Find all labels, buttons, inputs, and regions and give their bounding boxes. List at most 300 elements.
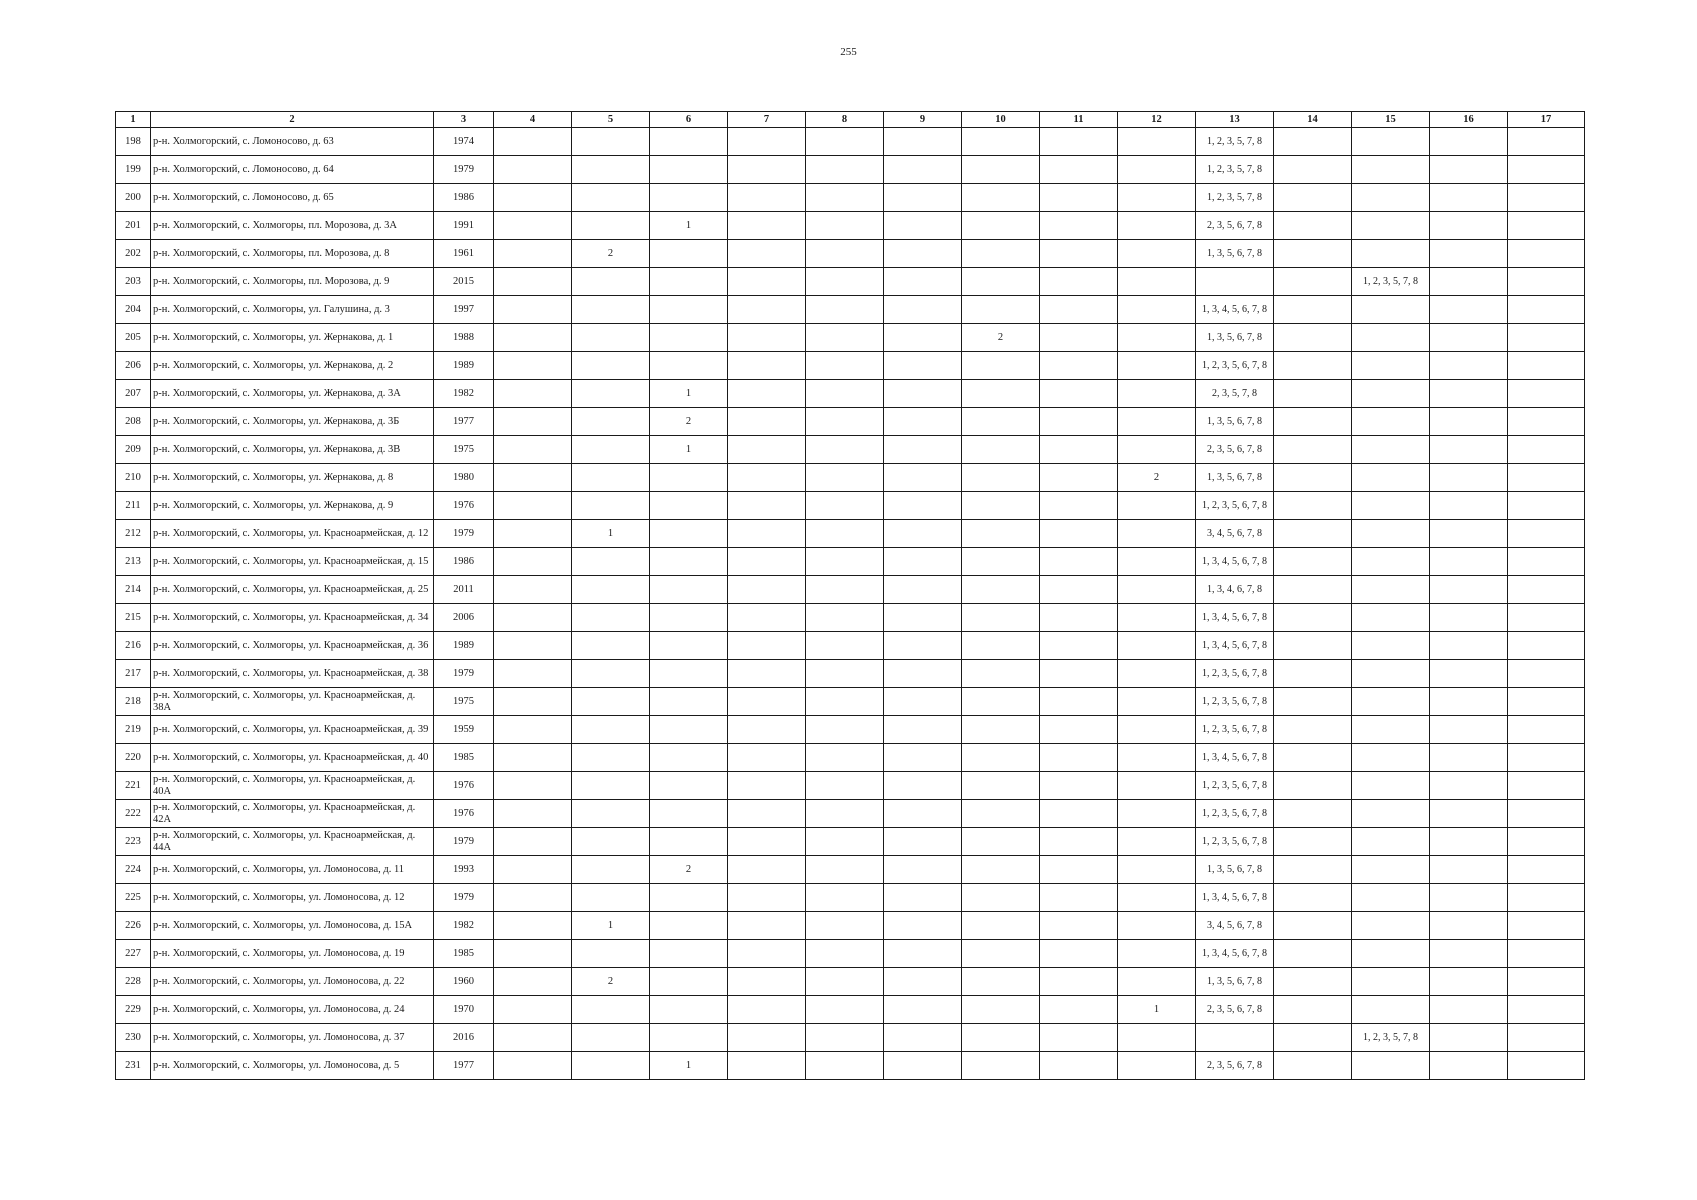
cell-col-11 — [1040, 744, 1118, 772]
year-cell: 1997 — [434, 296, 494, 324]
cell-col-4 — [494, 1024, 572, 1052]
cell-col-5: 1 — [572, 912, 650, 940]
column-header: 2 — [151, 112, 434, 128]
year-cell: 1986 — [434, 548, 494, 576]
cell-col-6 — [650, 968, 728, 996]
row-number: 199 — [116, 156, 151, 184]
cell-col-11 — [1040, 716, 1118, 744]
cell-col-10 — [962, 492, 1040, 520]
cell-col-16 — [1430, 548, 1508, 576]
cell-col-6: 1 — [650, 380, 728, 408]
cell-col-14 — [1274, 800, 1352, 828]
cell-col-7 — [728, 744, 806, 772]
row-number: 210 — [116, 464, 151, 492]
cell-col-7 — [728, 492, 806, 520]
cell-col-16 — [1430, 660, 1508, 688]
cell-col-9 — [884, 716, 962, 744]
cell-col-15 — [1352, 212, 1430, 240]
cell-col-17 — [1508, 1024, 1585, 1052]
cell-col-11 — [1040, 324, 1118, 352]
cell-col-10 — [962, 856, 1040, 884]
cell-col-8 — [806, 1024, 884, 1052]
cell-col-9 — [884, 828, 962, 856]
cell-col-15 — [1352, 912, 1430, 940]
cell-col-11 — [1040, 436, 1118, 464]
cell-col-15 — [1352, 520, 1430, 548]
cell-col-13: 1, 3, 4, 5, 6, 7, 8 — [1196, 548, 1274, 576]
address-cell: р-н. Холмогорский, с. Холмогоры, ул. Красноармейская, д. 12 — [151, 520, 434, 548]
cell-col-13: 1, 2, 3, 5, 7, 8 — [1196, 156, 1274, 184]
cell-col-13: 1, 3, 4, 5, 6, 7, 8 — [1196, 940, 1274, 968]
cell-col-11 — [1040, 884, 1118, 912]
table-row — [116, 464, 1585, 492]
cell-col-14 — [1274, 380, 1352, 408]
cell-col-14 — [1274, 212, 1352, 240]
cell-col-10 — [962, 688, 1040, 716]
cell-col-12 — [1118, 912, 1196, 940]
cell-col-12 — [1118, 632, 1196, 660]
column-header: 10 — [962, 112, 1040, 128]
address-cell: р-н. Холмогорский, с. Холмогоры, ул. Ломоносова, д. 5 — [151, 1052, 434, 1080]
cell-col-6 — [650, 296, 728, 324]
table-row — [116, 268, 1585, 296]
table-row — [116, 184, 1585, 212]
cell-col-9 — [884, 1024, 962, 1052]
cell-col-11 — [1040, 212, 1118, 240]
cell-col-8 — [806, 492, 884, 520]
cell-col-10 — [962, 884, 1040, 912]
cell-col-15 — [1352, 184, 1430, 212]
cell-col-12 — [1118, 856, 1196, 884]
cell-col-10 — [962, 716, 1040, 744]
cell-col-8 — [806, 912, 884, 940]
cell-col-10 — [962, 184, 1040, 212]
cell-col-15 — [1352, 1052, 1430, 1080]
cell-col-5 — [572, 884, 650, 912]
cell-col-12 — [1118, 548, 1196, 576]
address-cell: р-н. Холмогорский, с. Холмогоры, ул. Ломоносова, д. 37 — [151, 1024, 434, 1052]
row-number: 221 — [116, 772, 151, 800]
cell-col-13: 3, 4, 5, 6, 7, 8 — [1196, 520, 1274, 548]
cell-col-4 — [494, 240, 572, 268]
cell-col-13: 1, 3, 4, 5, 6, 7, 8 — [1196, 744, 1274, 772]
cell-col-5 — [572, 940, 650, 968]
year-cell: 1970 — [434, 996, 494, 1024]
cell-col-5 — [572, 352, 650, 380]
table-header-row — [116, 112, 1585, 128]
row-number: 214 — [116, 576, 151, 604]
cell-col-17 — [1508, 184, 1585, 212]
cell-col-14 — [1274, 828, 1352, 856]
cell-col-5 — [572, 604, 650, 632]
cell-col-16 — [1430, 884, 1508, 912]
cell-col-4 — [494, 548, 572, 576]
cell-col-6 — [650, 492, 728, 520]
cell-col-7 — [728, 604, 806, 632]
row-number: 213 — [116, 548, 151, 576]
cell-col-10 — [962, 296, 1040, 324]
cell-col-16 — [1430, 240, 1508, 268]
cell-col-9 — [884, 520, 962, 548]
cell-col-9 — [884, 212, 962, 240]
cell-col-5 — [572, 184, 650, 212]
cell-col-12 — [1118, 604, 1196, 632]
column-header: 3 — [434, 112, 494, 128]
cell-col-17 — [1508, 828, 1585, 856]
cell-col-14 — [1274, 940, 1352, 968]
cell-col-8 — [806, 772, 884, 800]
cell-col-12 — [1118, 240, 1196, 268]
cell-col-17 — [1508, 1052, 1585, 1080]
cell-col-13: 1, 2, 3, 5, 7, 8 — [1196, 184, 1274, 212]
cell-col-13: 1, 2, 3, 5, 6, 7, 8 — [1196, 772, 1274, 800]
cell-col-17 — [1508, 436, 1585, 464]
cell-col-7 — [728, 520, 806, 548]
cell-col-17 — [1508, 268, 1585, 296]
cell-col-11 — [1040, 912, 1118, 940]
cell-col-16 — [1430, 940, 1508, 968]
cell-col-10 — [962, 660, 1040, 688]
cell-col-6 — [650, 464, 728, 492]
row-number: 229 — [116, 996, 151, 1024]
cell-col-12 — [1118, 352, 1196, 380]
cell-col-9 — [884, 436, 962, 464]
year-cell: 1988 — [434, 324, 494, 352]
cell-col-6 — [650, 744, 728, 772]
table-row — [116, 884, 1585, 912]
cell-col-4 — [494, 912, 572, 940]
cell-col-12 — [1118, 1052, 1196, 1080]
cell-col-15 — [1352, 128, 1430, 156]
cell-col-5 — [572, 688, 650, 716]
cell-col-9 — [884, 632, 962, 660]
cell-col-16 — [1430, 800, 1508, 828]
cell-col-10 — [962, 464, 1040, 492]
cell-col-13: 1, 3, 5, 6, 7, 8 — [1196, 240, 1274, 268]
year-cell: 1976 — [434, 492, 494, 520]
address-cell: р-н. Холмогорский, с. Холмогоры, ул. Жернакова, д. 1 — [151, 324, 434, 352]
table-row — [116, 296, 1585, 324]
table-row — [116, 492, 1585, 520]
cell-col-4 — [494, 436, 572, 464]
cell-col-10 — [962, 548, 1040, 576]
cell-col-13: 2, 3, 5, 7, 8 — [1196, 380, 1274, 408]
cell-col-15 — [1352, 772, 1430, 800]
cell-col-17 — [1508, 156, 1585, 184]
cell-col-17 — [1508, 912, 1585, 940]
year-cell: 1975 — [434, 436, 494, 464]
cell-col-12 — [1118, 884, 1196, 912]
address-cell: р-н. Холмогорский, с. Ломоносово, д. 65 — [151, 184, 434, 212]
cell-col-12 — [1118, 268, 1196, 296]
cell-col-5 — [572, 492, 650, 520]
year-cell: 1976 — [434, 800, 494, 828]
cell-col-14 — [1274, 156, 1352, 184]
table-row — [116, 968, 1585, 996]
row-number: 201 — [116, 212, 151, 240]
address-cell: р-н. Холмогорский, с. Холмогоры, ул. Ломоносова, д. 11 — [151, 856, 434, 884]
cell-col-14 — [1274, 856, 1352, 884]
cell-col-4 — [494, 828, 572, 856]
cell-col-17 — [1508, 940, 1585, 968]
cell-col-16 — [1430, 380, 1508, 408]
cell-col-14 — [1274, 660, 1352, 688]
year-cell: 1982 — [434, 380, 494, 408]
cell-col-7 — [728, 184, 806, 212]
cell-col-17 — [1508, 688, 1585, 716]
year-cell: 1975 — [434, 688, 494, 716]
table-row — [116, 548, 1585, 576]
cell-col-14 — [1274, 128, 1352, 156]
cell-col-8 — [806, 520, 884, 548]
cell-col-10 — [962, 436, 1040, 464]
cell-col-17 — [1508, 632, 1585, 660]
year-cell: 2006 — [434, 604, 494, 632]
cell-col-6 — [650, 240, 728, 268]
cell-col-15 — [1352, 240, 1430, 268]
address-cell: р-н. Холмогорский, с. Холмогоры, ул. Жернакова, д. 2 — [151, 352, 434, 380]
cell-col-9 — [884, 352, 962, 380]
year-cell: 2015 — [434, 268, 494, 296]
cell-col-14 — [1274, 604, 1352, 632]
year-cell: 1979 — [434, 520, 494, 548]
cell-col-14 — [1274, 772, 1352, 800]
cell-col-5 — [572, 660, 650, 688]
cell-col-11 — [1040, 156, 1118, 184]
cell-col-9 — [884, 772, 962, 800]
cell-col-9 — [884, 996, 962, 1024]
cell-col-5 — [572, 856, 650, 884]
cell-col-12: 1 — [1118, 996, 1196, 1024]
cell-col-11 — [1040, 128, 1118, 156]
cell-col-9 — [884, 800, 962, 828]
cell-col-13: 1, 2, 3, 5, 7, 8 — [1196, 128, 1274, 156]
address-cell: р-н. Холмогорский, с. Ломоносово, д. 64 — [151, 156, 434, 184]
cell-col-12 — [1118, 1024, 1196, 1052]
cell-col-15 — [1352, 688, 1430, 716]
cell-col-4 — [494, 128, 572, 156]
cell-col-7 — [728, 828, 806, 856]
table-row — [116, 156, 1585, 184]
cell-col-9 — [884, 268, 962, 296]
cell-col-15 — [1352, 828, 1430, 856]
cell-col-8 — [806, 828, 884, 856]
table-row — [116, 744, 1585, 772]
cell-col-13: 2, 3, 5, 6, 7, 8 — [1196, 1052, 1274, 1080]
year-cell: 2011 — [434, 576, 494, 604]
cell-col-6 — [650, 660, 728, 688]
cell-col-14 — [1274, 716, 1352, 744]
cell-col-15 — [1352, 296, 1430, 324]
cell-col-9 — [884, 912, 962, 940]
cell-col-4 — [494, 800, 572, 828]
cell-col-17 — [1508, 520, 1585, 548]
cell-col-9 — [884, 856, 962, 884]
year-cell: 1979 — [434, 828, 494, 856]
address-cell: р-н. Холмогорский, с. Холмогоры, ул. Ломоносова, д. 19 — [151, 940, 434, 968]
cell-col-7 — [728, 324, 806, 352]
table-row — [116, 996, 1585, 1024]
cell-col-6 — [650, 912, 728, 940]
row-number: 209 — [116, 436, 151, 464]
column-header: 14 — [1274, 112, 1352, 128]
cell-col-16 — [1430, 632, 1508, 660]
cell-col-10 — [962, 128, 1040, 156]
cell-col-14 — [1274, 464, 1352, 492]
cell-col-15 — [1352, 464, 1430, 492]
row-number: 198 — [116, 128, 151, 156]
cell-col-13: 2, 3, 5, 6, 7, 8 — [1196, 996, 1274, 1024]
cell-col-13: 1, 2, 3, 5, 6, 7, 8 — [1196, 352, 1274, 380]
cell-col-8 — [806, 128, 884, 156]
cell-col-10 — [962, 212, 1040, 240]
table-row — [116, 940, 1585, 968]
address-cell: р-н. Холмогорский, с. Холмогоры, ул. Красноармейская, д. 39 — [151, 716, 434, 744]
cell-col-5 — [572, 576, 650, 604]
cell-col-13: 1, 2, 3, 5, 6, 7, 8 — [1196, 492, 1274, 520]
row-number: 203 — [116, 268, 151, 296]
cell-col-15 — [1352, 800, 1430, 828]
cell-col-7 — [728, 128, 806, 156]
table-row — [116, 212, 1585, 240]
cell-col-17 — [1508, 772, 1585, 800]
cell-col-10 — [962, 268, 1040, 296]
row-number: 206 — [116, 352, 151, 380]
year-cell: 1961 — [434, 240, 494, 268]
cell-col-10 — [962, 968, 1040, 996]
cell-col-12 — [1118, 940, 1196, 968]
cell-col-17 — [1508, 408, 1585, 436]
cell-col-9 — [884, 968, 962, 996]
row-number: 224 — [116, 856, 151, 884]
cell-col-10 — [962, 352, 1040, 380]
cell-col-7 — [728, 800, 806, 828]
cell-col-13 — [1196, 1024, 1274, 1052]
cell-col-16 — [1430, 604, 1508, 632]
row-number: 212 — [116, 520, 151, 548]
cell-col-5 — [572, 828, 650, 856]
cell-col-13: 1, 3, 5, 6, 7, 8 — [1196, 856, 1274, 884]
cell-col-7 — [728, 240, 806, 268]
year-cell: 1982 — [434, 912, 494, 940]
cell-col-7 — [728, 632, 806, 660]
cell-col-6 — [650, 632, 728, 660]
cell-col-15 — [1352, 660, 1430, 688]
cell-col-10 — [962, 604, 1040, 632]
cell-col-11 — [1040, 800, 1118, 828]
cell-col-14 — [1274, 296, 1352, 324]
cell-col-13: 1, 2, 3, 5, 6, 7, 8 — [1196, 828, 1274, 856]
cell-col-5 — [572, 128, 650, 156]
year-cell: 1986 — [434, 184, 494, 212]
cell-col-11 — [1040, 996, 1118, 1024]
cell-col-9 — [884, 240, 962, 268]
column-header: 7 — [728, 112, 806, 128]
cell-col-5 — [572, 1052, 650, 1080]
cell-col-12 — [1118, 128, 1196, 156]
table-row — [116, 576, 1585, 604]
column-header: 15 — [1352, 112, 1430, 128]
address-cell: р-н. Холмогорский, с. Холмогоры, ул. Галушина, д. 3 — [151, 296, 434, 324]
cell-col-16 — [1430, 744, 1508, 772]
row-number: 211 — [116, 492, 151, 520]
cell-col-8 — [806, 184, 884, 212]
cell-col-13: 1, 2, 3, 5, 6, 7, 8 — [1196, 660, 1274, 688]
cell-col-5 — [572, 1024, 650, 1052]
cell-col-15: 1, 2, 3, 5, 7, 8 — [1352, 268, 1430, 296]
cell-col-9 — [884, 184, 962, 212]
cell-col-8 — [806, 380, 884, 408]
table-row — [116, 688, 1585, 716]
cell-col-11 — [1040, 772, 1118, 800]
cell-col-16 — [1430, 688, 1508, 716]
address-cell: р-н. Холмогорский, с. Холмогоры, ул. Жернакова, д. 3Б — [151, 408, 434, 436]
cell-col-12 — [1118, 184, 1196, 212]
table-row — [116, 632, 1585, 660]
cell-col-14 — [1274, 576, 1352, 604]
cell-col-16 — [1430, 492, 1508, 520]
cell-col-4 — [494, 856, 572, 884]
cell-col-10 — [962, 1052, 1040, 1080]
cell-col-6 — [650, 268, 728, 296]
cell-col-11 — [1040, 184, 1118, 212]
column-header: 4 — [494, 112, 572, 128]
address-cell: р-н. Холмогорский, с. Холмогоры, ул. Красноармейская, д. 36 — [151, 632, 434, 660]
cell-col-6 — [650, 772, 728, 800]
cell-col-12 — [1118, 800, 1196, 828]
cell-col-14 — [1274, 324, 1352, 352]
cell-col-17 — [1508, 240, 1585, 268]
cell-col-11 — [1040, 296, 1118, 324]
column-header: 1 — [116, 112, 151, 128]
cell-col-17 — [1508, 884, 1585, 912]
cell-col-17 — [1508, 296, 1585, 324]
year-cell: 1989 — [434, 632, 494, 660]
cell-col-9 — [884, 380, 962, 408]
cell-col-7 — [728, 660, 806, 688]
cell-col-5 — [572, 772, 650, 800]
cell-col-11 — [1040, 492, 1118, 520]
address-cell: р-н. Холмогорский, с. Холмогоры, ул. Ломоносова, д. 22 — [151, 968, 434, 996]
cell-col-16 — [1430, 1052, 1508, 1080]
cell-col-7 — [728, 464, 806, 492]
cell-col-11 — [1040, 464, 1118, 492]
cell-col-4 — [494, 688, 572, 716]
cell-col-15 — [1352, 996, 1430, 1024]
cell-col-8 — [806, 940, 884, 968]
address-cell: р-н. Холмогорский, с. Холмогоры, ул. Жернакова, д. 3А — [151, 380, 434, 408]
cell-col-5: 2 — [572, 968, 650, 996]
cell-col-9 — [884, 156, 962, 184]
cell-col-10 — [962, 576, 1040, 604]
cell-col-4 — [494, 408, 572, 436]
cell-col-4 — [494, 996, 572, 1024]
cell-col-15 — [1352, 576, 1430, 604]
table-row — [116, 828, 1585, 856]
cell-col-5 — [572, 380, 650, 408]
cell-col-8 — [806, 744, 884, 772]
column-header: 16 — [1430, 112, 1508, 128]
cell-col-15 — [1352, 744, 1430, 772]
cell-col-17 — [1508, 212, 1585, 240]
cell-col-8 — [806, 156, 884, 184]
cell-col-14 — [1274, 912, 1352, 940]
cell-col-6 — [650, 1024, 728, 1052]
column-header: 13 — [1196, 112, 1274, 128]
column-header: 12 — [1118, 112, 1196, 128]
cell-col-6 — [650, 184, 728, 212]
cell-col-4 — [494, 604, 572, 632]
